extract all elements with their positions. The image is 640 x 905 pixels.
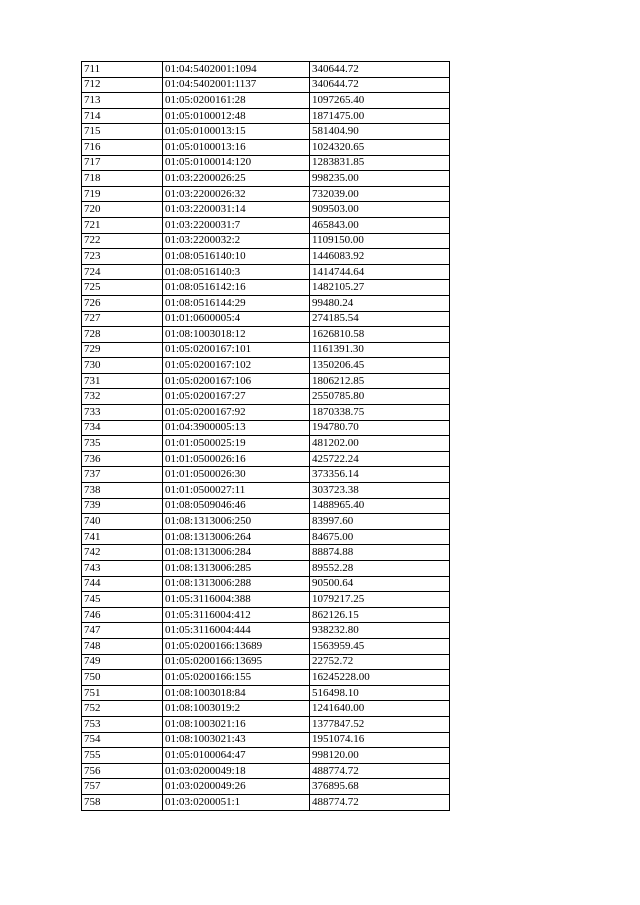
- row-number-cell: 716: [82, 139, 163, 155]
- table-row: [82, 373, 450, 389]
- row-number-cell: 756: [82, 763, 163, 779]
- value-cell: 1870338.75: [310, 405, 450, 421]
- table-row: [82, 654, 450, 670]
- cadastral-number-cell: 01:05:0100012:48: [163, 108, 310, 124]
- table-row: [82, 342, 450, 358]
- table-row: [82, 529, 450, 545]
- value-cell: 373356.14: [310, 467, 450, 483]
- cadastral-number-cell: 01:01:0600005:4: [163, 311, 310, 327]
- row-number-cell: 712: [82, 77, 163, 93]
- table-row: [82, 451, 450, 467]
- table-row: [82, 327, 450, 343]
- value-cell: 1241640.00: [310, 701, 450, 717]
- cadastral-number-cell: 01:08:1003021:43: [163, 732, 310, 748]
- cadastral-number-cell: 01:05:0200167:102: [163, 358, 310, 374]
- value-cell: 998120.00: [310, 748, 450, 764]
- row-number-cell: 747: [82, 623, 163, 639]
- value-cell: 516498.10: [310, 685, 450, 701]
- value-cell: 376895.68: [310, 779, 450, 795]
- cadastral-number-cell: 01:03:0200049:26: [163, 779, 310, 795]
- value-cell: 22752.72: [310, 654, 450, 670]
- table-row: [82, 217, 450, 233]
- value-cell: 83997.60: [310, 514, 450, 530]
- table-row: [82, 483, 450, 499]
- table-row: [82, 124, 450, 140]
- cadastral-number-cell: 01:03:2200026:32: [163, 186, 310, 202]
- cadastral-number-cell: 01:05:3116004:444: [163, 623, 310, 639]
- row-number-cell: 740: [82, 514, 163, 530]
- cadastral-number-cell: 01:04:5402001:1137: [163, 77, 310, 93]
- table-row: [82, 623, 450, 639]
- cadastral-number-cell: 01:05:0100013:15: [163, 124, 310, 140]
- value-cell: 1563959.45: [310, 638, 450, 654]
- table-row: [82, 638, 450, 654]
- row-number-cell: 725: [82, 280, 163, 296]
- cadastral-number-cell: 01:08:1313006:264: [163, 529, 310, 545]
- row-number-cell: 727: [82, 311, 163, 327]
- table-row: [82, 108, 450, 124]
- value-cell: 1806212.85: [310, 373, 450, 389]
- table-row: [82, 202, 450, 218]
- cadastral-number-cell: 01:08:0516140:10: [163, 249, 310, 265]
- cadastral-number-cell: 01:05:3116004:412: [163, 607, 310, 623]
- cadastral-value-table: [81, 61, 450, 811]
- row-number-cell: 757: [82, 779, 163, 795]
- table-row: [82, 592, 450, 608]
- row-number-cell: 720: [82, 202, 163, 218]
- table-row: [82, 670, 450, 686]
- value-cell: 465843.00: [310, 217, 450, 233]
- value-cell: 1951074.16: [310, 732, 450, 748]
- row-number-cell: 722: [82, 233, 163, 249]
- cadastral-number-cell: 01:05:0100013:16: [163, 139, 310, 155]
- value-cell: 732039.00: [310, 186, 450, 202]
- value-cell: 303723.38: [310, 483, 450, 499]
- cadastral-number-cell: 01:08:1003021:16: [163, 716, 310, 732]
- cadastral-number-cell: 01:01:0500025:19: [163, 436, 310, 452]
- table-row: [82, 576, 450, 592]
- row-number-cell: 729: [82, 342, 163, 358]
- table-row: [82, 701, 450, 717]
- cadastral-number-cell: 01:05:0200166:13695: [163, 654, 310, 670]
- value-cell: 340644.72: [310, 77, 450, 93]
- table-row: [82, 794, 450, 810]
- cadastral-number-cell: 01:05:0200167:106: [163, 373, 310, 389]
- value-cell: 340644.72: [310, 62, 450, 78]
- table-row: [82, 716, 450, 732]
- table-row: [82, 249, 450, 265]
- value-cell: 84675.00: [310, 529, 450, 545]
- row-number-cell: 751: [82, 685, 163, 701]
- table-row: [82, 62, 450, 78]
- table-row: [82, 561, 450, 577]
- row-number-cell: 734: [82, 420, 163, 436]
- row-number-cell: 715: [82, 124, 163, 140]
- value-cell: 2550785.80: [310, 389, 450, 405]
- table-body: [82, 62, 450, 811]
- value-cell: 1109150.00: [310, 233, 450, 249]
- table-row: [82, 748, 450, 764]
- table-row: [82, 171, 450, 187]
- cadastral-number-cell: 01:08:1003018:84: [163, 685, 310, 701]
- row-number-cell: 711: [82, 62, 163, 78]
- value-cell: 1482105.27: [310, 280, 450, 296]
- row-number-cell: 754: [82, 732, 163, 748]
- row-number-cell: 733: [82, 405, 163, 421]
- cadastral-number-cell: 01:03:2200031:14: [163, 202, 310, 218]
- row-number-cell: 736: [82, 451, 163, 467]
- value-cell: 1626810.58: [310, 327, 450, 343]
- value-cell: 481202.00: [310, 436, 450, 452]
- cadastral-number-cell: 01:05:0200166:13689: [163, 638, 310, 654]
- cadastral-number-cell: 01:03:2200026:25: [163, 171, 310, 187]
- cadastral-number-cell: 01:05:3116004:388: [163, 592, 310, 608]
- value-cell: 488774.72: [310, 763, 450, 779]
- value-cell: 1097265.40: [310, 93, 450, 109]
- row-number-cell: 746: [82, 607, 163, 623]
- cadastral-number-cell: 01:01:0500026:30: [163, 467, 310, 483]
- table-row: [82, 514, 450, 530]
- value-cell: 938232.80: [310, 623, 450, 639]
- row-number-cell: 738: [82, 483, 163, 499]
- row-number-cell: 742: [82, 545, 163, 561]
- row-number-cell: 743: [82, 561, 163, 577]
- value-cell: 998235.00: [310, 171, 450, 187]
- row-number-cell: 735: [82, 436, 163, 452]
- cadastral-number-cell: 01:08:0509046:46: [163, 498, 310, 514]
- value-cell: 1024320.65: [310, 139, 450, 155]
- value-cell: 581404.90: [310, 124, 450, 140]
- cadastral-number-cell: 01:08:0516142:16: [163, 280, 310, 296]
- value-cell: 90500.64: [310, 576, 450, 592]
- cadastral-number-cell: 01:04:5402001:1094: [163, 62, 310, 78]
- cadastral-number-cell: 01:01:0500026:16: [163, 451, 310, 467]
- row-number-cell: 723: [82, 249, 163, 265]
- cadastral-number-cell: 01:05:0200167:101: [163, 342, 310, 358]
- table-row: [82, 186, 450, 202]
- row-number-cell: 717: [82, 155, 163, 171]
- cadastral-number-cell: 01:08:0516140:3: [163, 264, 310, 280]
- value-cell: 1079217.25: [310, 592, 450, 608]
- value-cell: 1871475.00: [310, 108, 450, 124]
- value-cell: 425722.24: [310, 451, 450, 467]
- row-number-cell: 728: [82, 327, 163, 343]
- table-row: [82, 280, 450, 296]
- table-row: [82, 467, 450, 483]
- table-row: [82, 763, 450, 779]
- table-row: [82, 498, 450, 514]
- table-row: [82, 436, 450, 452]
- row-number-cell: 744: [82, 576, 163, 592]
- cadastral-number-cell: 01:03:0200051:1: [163, 794, 310, 810]
- value-cell: 99480.24: [310, 295, 450, 311]
- table-row: [82, 77, 450, 93]
- row-number-cell: 713: [82, 93, 163, 109]
- row-number-cell: 730: [82, 358, 163, 374]
- value-cell: 1414744.64: [310, 264, 450, 280]
- row-number-cell: 755: [82, 748, 163, 764]
- row-number-cell: 724: [82, 264, 163, 280]
- cadastral-number-cell: 01:08:1003019:2: [163, 701, 310, 717]
- row-number-cell: 726: [82, 295, 163, 311]
- cadastral-number-cell: 01:03:2200032:2: [163, 233, 310, 249]
- value-cell: 1446083.92: [310, 249, 450, 265]
- row-number-cell: 719: [82, 186, 163, 202]
- cadastral-number-cell: 01:05:0200167:92: [163, 405, 310, 421]
- value-cell: 1283831.85: [310, 155, 450, 171]
- table-row: [82, 420, 450, 436]
- value-cell: 16245228.00: [310, 670, 450, 686]
- row-number-cell: 750: [82, 670, 163, 686]
- table-row: [82, 732, 450, 748]
- cadastral-number-cell: 01:08:1313006:284: [163, 545, 310, 561]
- row-number-cell: 748: [82, 638, 163, 654]
- row-number-cell: 758: [82, 794, 163, 810]
- table-row: [82, 93, 450, 109]
- table-row: [82, 405, 450, 421]
- cadastral-number-cell: 01:08:1313006:250: [163, 514, 310, 530]
- table-row: [82, 389, 450, 405]
- row-number-cell: 741: [82, 529, 163, 545]
- cadastral-number-cell: 01:08:1313006:288: [163, 576, 310, 592]
- value-cell: 909503.00: [310, 202, 450, 218]
- cadastral-number-cell: 01:05:0200161:28: [163, 93, 310, 109]
- value-cell: 1488965.40: [310, 498, 450, 514]
- row-number-cell: 739: [82, 498, 163, 514]
- row-number-cell: 714: [82, 108, 163, 124]
- value-cell: 88874.88: [310, 545, 450, 561]
- table-row: [82, 295, 450, 311]
- value-cell: 1377847.52: [310, 716, 450, 732]
- cadastral-number-cell: 01:03:0200049:18: [163, 763, 310, 779]
- table-row: [82, 358, 450, 374]
- row-number-cell: 745: [82, 592, 163, 608]
- row-number-cell: 718: [82, 171, 163, 187]
- cadastral-number-cell: 01:04:3900005:13: [163, 420, 310, 436]
- value-cell: 1161391.30: [310, 342, 450, 358]
- row-number-cell: 753: [82, 716, 163, 732]
- row-number-cell: 752: [82, 701, 163, 717]
- cadastral-number-cell: 01:01:0500027:11: [163, 483, 310, 499]
- table-row: [82, 155, 450, 171]
- row-number-cell: 721: [82, 217, 163, 233]
- value-cell: 89552.28: [310, 561, 450, 577]
- value-cell: 1350206.45: [310, 358, 450, 374]
- table-row: [82, 139, 450, 155]
- value-cell: 488774.72: [310, 794, 450, 810]
- row-number-cell: 749: [82, 654, 163, 670]
- table-row: [82, 545, 450, 561]
- cadastral-number-cell: 01:05:0100064:47: [163, 748, 310, 764]
- table-row: [82, 779, 450, 795]
- value-cell: 194780.70: [310, 420, 450, 436]
- table-row: [82, 264, 450, 280]
- cadastral-number-cell: 01:05:0200166:155: [163, 670, 310, 686]
- value-cell: 862126.15: [310, 607, 450, 623]
- value-cell: 274185.54: [310, 311, 450, 327]
- table-row: [82, 233, 450, 249]
- cadastral-number-cell: 01:03:2200031:7: [163, 217, 310, 233]
- cadastral-number-cell: 01:05:0100014:120: [163, 155, 310, 171]
- row-number-cell: 737: [82, 467, 163, 483]
- row-number-cell: 731: [82, 373, 163, 389]
- cadastral-number-cell: 01:05:0200167:27: [163, 389, 310, 405]
- cadastral-number-cell: 01:08:1313006:285: [163, 561, 310, 577]
- row-number-cell: 732: [82, 389, 163, 405]
- table-row: [82, 311, 450, 327]
- table-row: [82, 607, 450, 623]
- cadastral-number-cell: 01:08:1003018:12: [163, 327, 310, 343]
- cadastral-number-cell: 01:08:0516144:29: [163, 295, 310, 311]
- table-row: [82, 685, 450, 701]
